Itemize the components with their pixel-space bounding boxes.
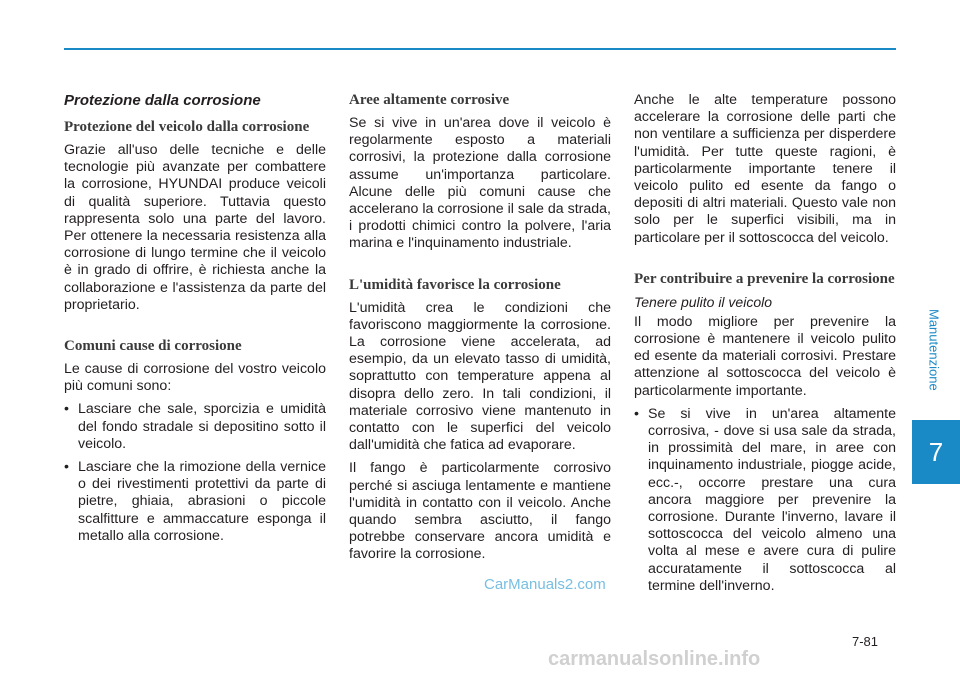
column-3 (634, 92, 896, 601)
list-item: • Se si vive in un'area altamente corrosiva, - dove si usa sale da strada, in prossimità del mare, in aree con inquinamento industriale, piogge acide, ecc.-, occorre prestare una cura ancora maggiore per prevenire la corrosione. Durante l'inverno, lavare il sottoscocca del veicolo almeno una volta al mese e avere cura di pulire accuratamente il sottoscocca al termine dell'inverno. (634, 406, 896, 595)
paragraph-mud: Il fango è particolarmente corrosivo perché si asciuga lentamente e mantiene l'umidità in contatto con il veicolo. Anche quando sembra asciutto, il fango potrebbe conservare ancora umidità e favorire la corrosione. (349, 460, 611, 563)
list-item: • Lasciare che la rimozione della vernice o dei rivestimenti protettivi da parte di pietre, ghiaia, abrasioni o piccole scalfitture e ammaccature esponga il metallo alla corrosione. (64, 459, 326, 545)
paragraph-corrosive-areas: Se si vive in un'area dove il veicolo è regolarmente esposto a materiali corrosivi, la protezione dalla corrosione assume un'importanza particolare. Alcune delle più comuni cause che accelerano la corrosione il sale da strada, i prodotti chimici contro la polvere, l'aria marina e l'inquinamento industriale. (349, 115, 611, 252)
subheading-humidity: L'umidità favorisce la corrosione (349, 276, 561, 293)
subheading-common-causes: Comuni cause di corrosione (64, 338, 242, 355)
subheading-corrosive-areas: Aree altamente corrosive (349, 92, 510, 108)
subheading-keep-clean: Tenere pulito il veicolo (634, 293, 773, 310)
chapter-side-label: Manutenzione (926, 309, 942, 391)
paragraph-causes: Le cause di corrosione del vostro veicolo più comuni sono: (64, 361, 326, 395)
subheading-vehicle-protection: Protezione del veicolo dalla corrosione (64, 119, 310, 135)
section-title: Protezione dalla corrosione (64, 92, 261, 109)
header-rule (64, 48, 896, 50)
list-item: • Lasciare che sale, sporcizia e umidità del fondo stradale si depositino sotto il veicolo. (64, 401, 326, 453)
watermark: CarManuals2.com (484, 576, 606, 593)
paragraph-keep-clean: Il modo migliore per prevenire la corrosione è mantenere il veicolo pulito ed esente da materiali corrosivi. Prestare attenzione al sottoscocca del veicolo è particolarmente importante. (634, 313, 896, 399)
chapter-tab: 7 (912, 420, 960, 484)
column-1 (64, 92, 326, 551)
paragraph-humidity: L'umidità crea le condizioni che favoriscono maggiormente la corrosione. La corrosione viene accelerata, ad esempio, da un elevato tasso di umidità, soprattutto con temperature appena al disopra dello zero. In tali condizioni, il materiale corrosivo viene mantenuto in contatto con le superfici del veicolo dall'umidità che fatica ad evaporare. (349, 299, 611, 454)
footer-site-watermark: carmanualsonline.info (548, 648, 761, 670)
paragraph-temperature: Anche le alte temperature possono accelerare la corrosione delle parti che non ventilare a sufficienza per disperdere l'umidità. Per tutte queste ragioni, è particolarmente importante tenere il veicolo pulito ed esente da fango o depositi di altri materiali. Questo vale non solo per le superfici visibili, ma in particolare per il sottoscocca del veicolo. (634, 92, 896, 246)
subheading-prevention: Per contribuire a prevenire la corrosione (634, 270, 895, 287)
paragraph-intro: Grazie all'uso delle tecniche e delle tecnologie più avanzate per combattere la corrosione, HYUNDAI produce veicoli di qualità superiore. Tuttavia questo rappresenta solo una parte del lavoro. Per ottenere la necessaria resistenza alla corrosione di lungo termine che il veicolo è in grado di offrire, è richiesta anche la collaborazione e l'assistenza da parte del proprietario. (64, 142, 326, 313)
page-number: 7-81 (852, 634, 879, 649)
column-2 (349, 92, 611, 570)
causes-list (64, 401, 326, 545)
prevention-list (634, 406, 896, 595)
